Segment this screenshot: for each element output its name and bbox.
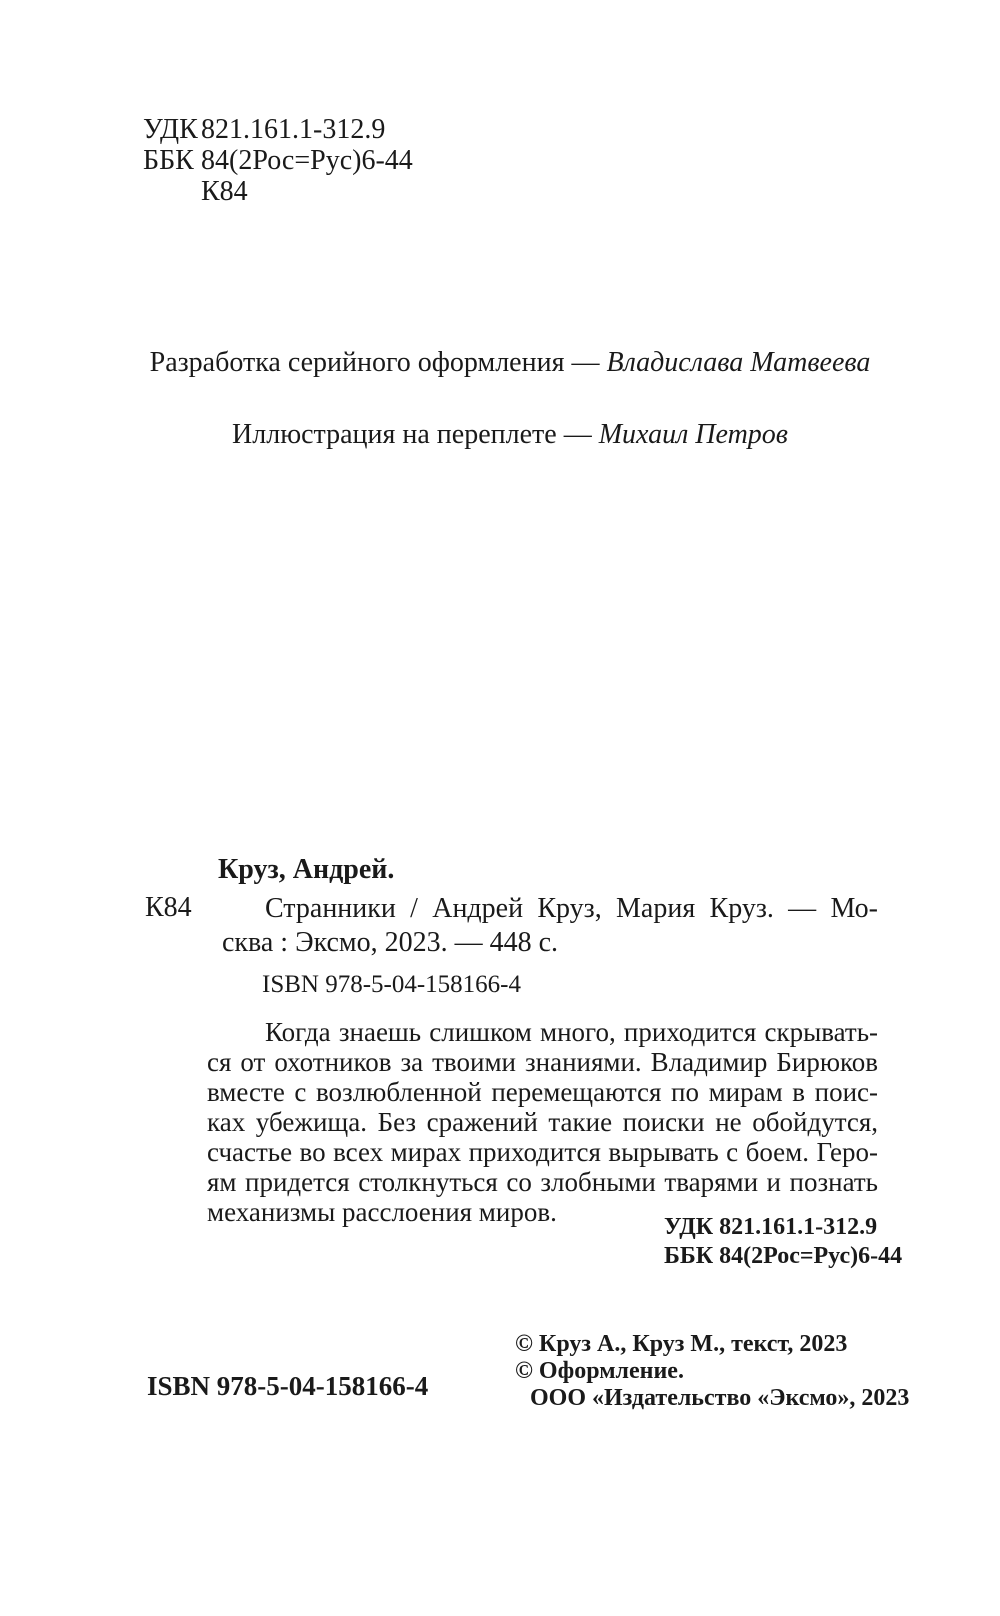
author-sign-value: К84 [201, 176, 248, 207]
bottom-udk-code: УДК 821.161.1-312.9 [664, 1214, 878, 1240]
bottom-bbk-code: ББК 84(2Рос=Рус)6-44 [664, 1243, 903, 1269]
catalog-author-sign: К84 [145, 892, 192, 923]
cover-illustration-name: Михаил Петров [598, 419, 788, 450]
annotation-line: Когда знаешь слишком много, приходится скрывать- [265, 1017, 878, 1047]
bbk-label: ББК [143, 145, 194, 176]
annotation-paragraph [207, 1017, 878, 1227]
cover-illustration-role: Иллюстрация на переплете — [232, 419, 599, 450]
copyright-authors-line: © Круз А., Круз М., текст, 2023 [515, 1331, 848, 1357]
catalog-description-line: Странники / Андрей Круз, Мария Круз. — Мо- [265, 893, 878, 924]
catalog-description [222, 892, 878, 960]
footer-isbn: ISBN 978-5-04-158166-4 [147, 1371, 429, 1401]
annotation-line: вместе с возлюбленной перемещаются по мирам в поис- [207, 1077, 878, 1107]
bbk-code-row [143, 145, 413, 176]
udk-code-row [143, 114, 413, 145]
annotation-line: механизмы расслоения миров. [207, 1197, 557, 1227]
annotation-line: ся от охотников за твоими знаниями. Владимир Бирюков [207, 1047, 878, 1077]
top-classification-codes [143, 114, 413, 207]
copyright-block [515, 1331, 909, 1412]
series-design-credit [140, 347, 880, 379]
series-design-role: Разработка серийного оформления — [149, 347, 607, 378]
annotation-line: счастье во всех мирах приходится вырывать с боем. Геро- [207, 1137, 878, 1167]
author-sign-spacer [143, 176, 201, 207]
bbk-value: 84(2Рос=Рус)6-44 [201, 145, 413, 176]
copyright-design-line: © Оформление. [515, 1358, 684, 1384]
catalog-isbn: ISBN 978-5-04-158166-4 [262, 971, 522, 998]
bottom-classification-codes [664, 1213, 902, 1271]
cover-illustration-credit [140, 419, 880, 451]
author-sign-row [143, 176, 413, 207]
udk-label: УДК [143, 114, 198, 145]
catalog-author-heading: Круз, Андрей. [218, 854, 395, 885]
udk-value: 821.161.1-312.9 [201, 114, 386, 145]
annotation-line: ям придется столкнуться со злобными тварями и познать [207, 1167, 878, 1197]
catalog-description-line: сква : Эксмо, 2023. — 448 с. [222, 927, 559, 958]
annotation-line: ках убежища. Без сражений такие поиски не обойдутся, [207, 1107, 878, 1137]
series-design-name: Владислава Матвеева [606, 347, 871, 378]
copyright-publisher-line: ООО «Издательство «Эксмо», 2023 [530, 1385, 910, 1411]
credits-block [140, 347, 880, 451]
